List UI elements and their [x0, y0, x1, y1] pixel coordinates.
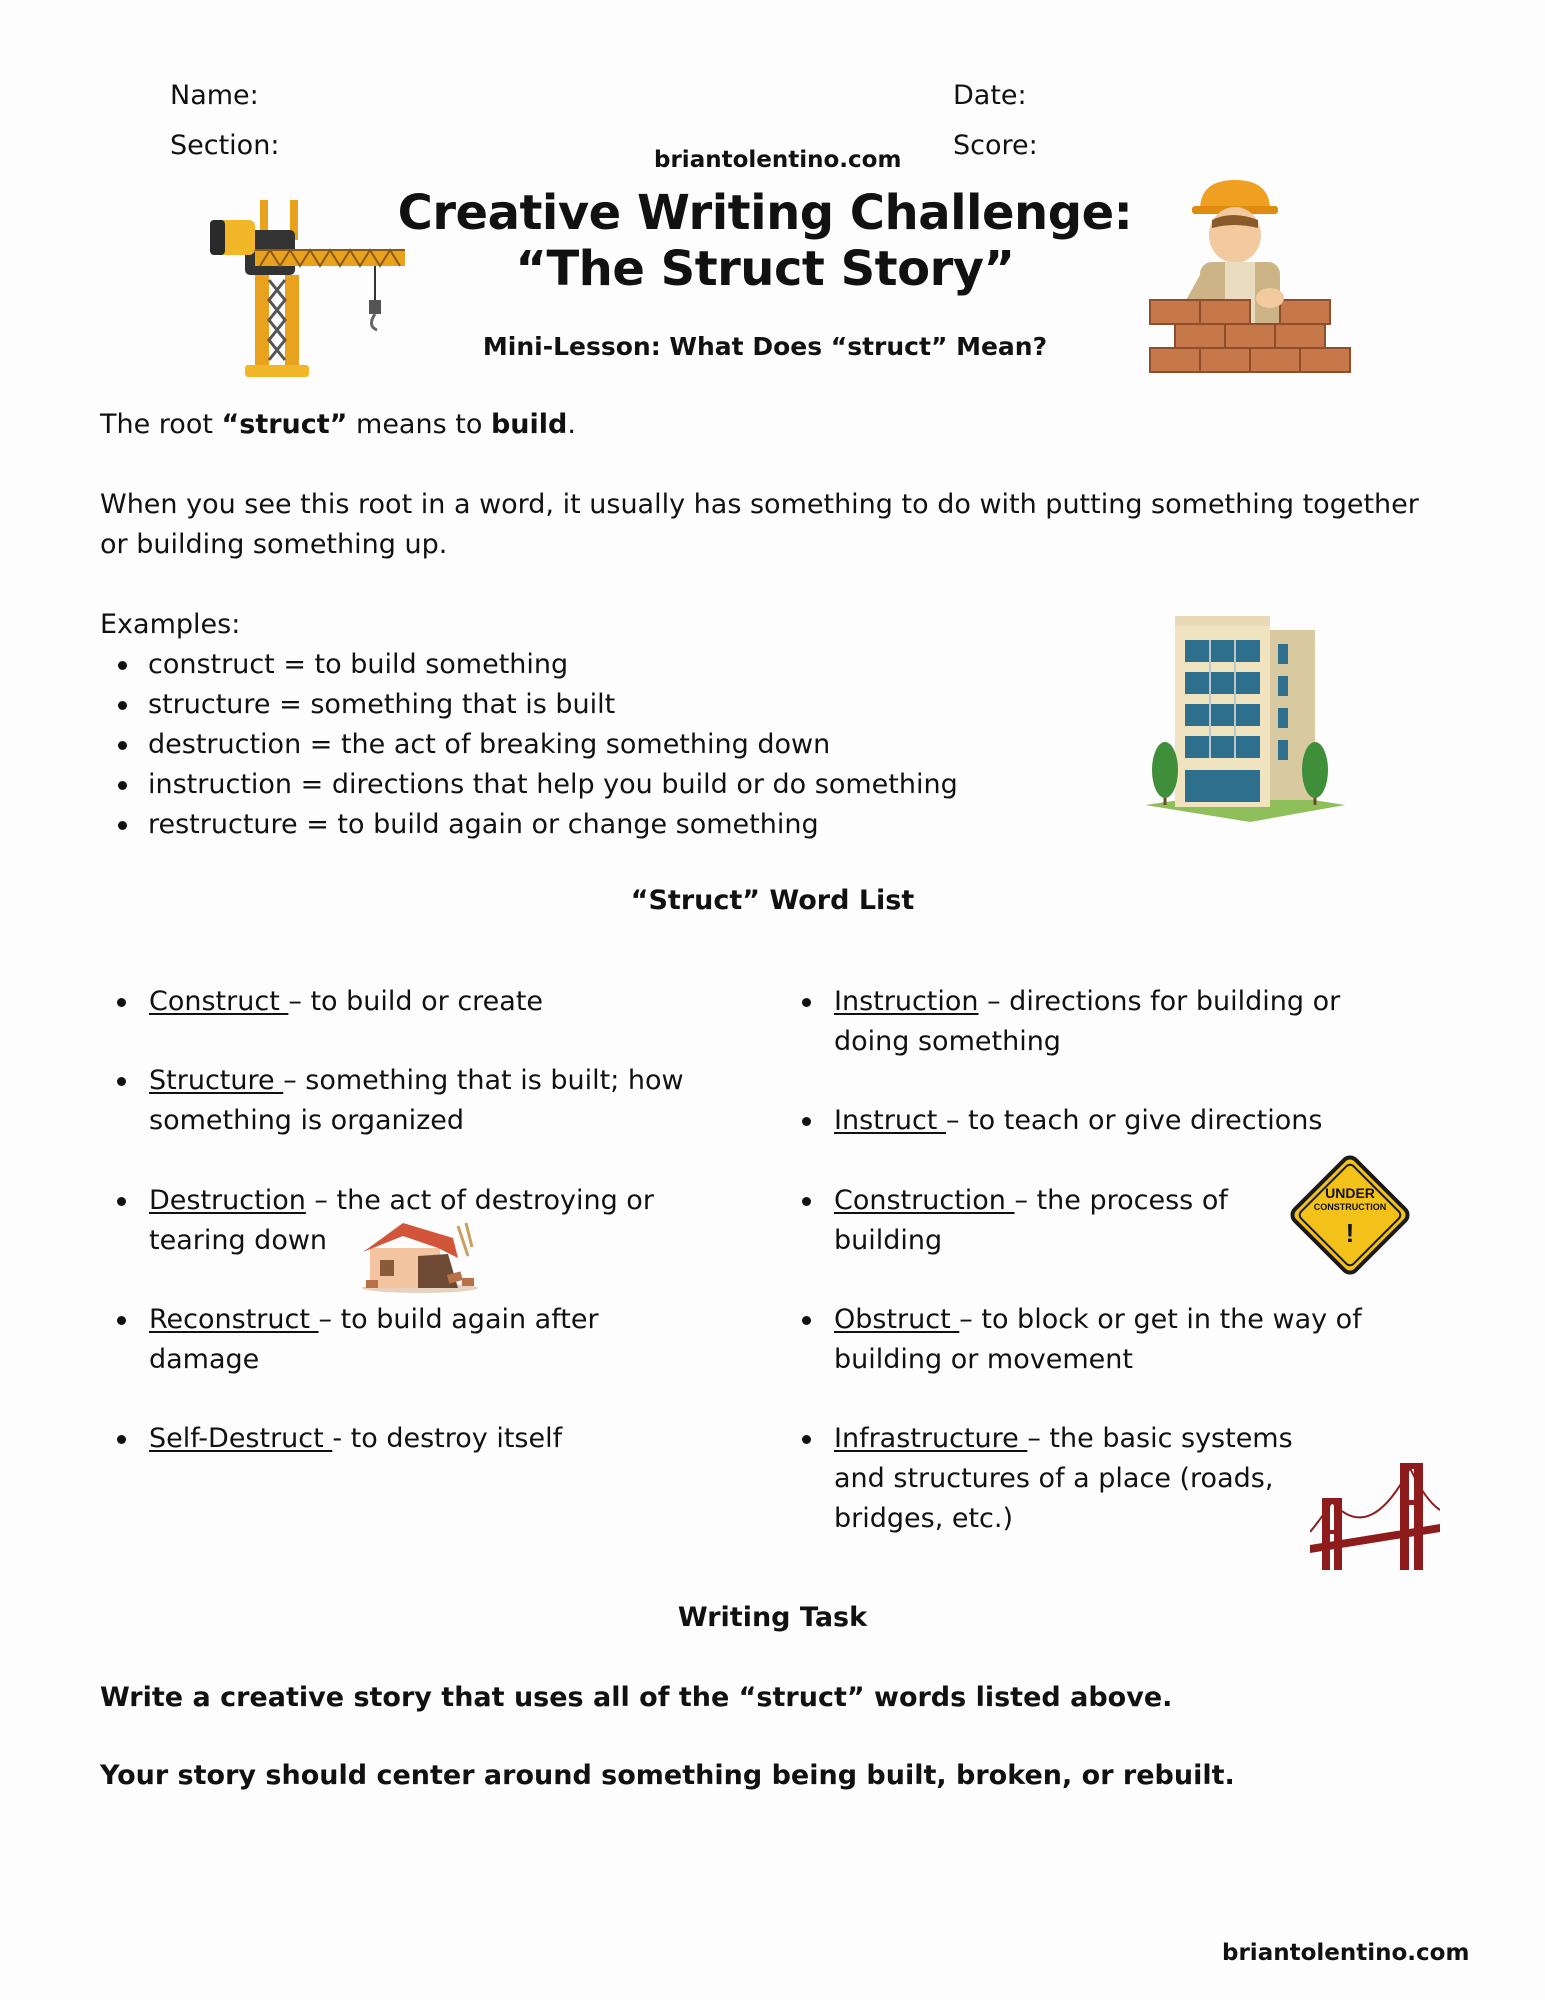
root-definition [100, 405, 576, 445]
site-footer: briantolentino.com [1222, 1940, 1470, 1966]
examples-list [100, 645, 958, 845]
word-item-instruct [834, 1101, 1404, 1141]
definition: – the basic systems and structures of a place (roads, bridges, etc.) [834, 1423, 1293, 1534]
word-item-instruction [834, 982, 1404, 1062]
term: Self-Destruct [149, 1423, 333, 1454]
root-middle: means to [347, 409, 491, 440]
word-item-structure [149, 1061, 709, 1141]
writing-task-line-2: Your story should center around something being built, broken, or rebuilt. [100, 1760, 1235, 1791]
page-title [330, 185, 1200, 297]
bullet [117, 1316, 126, 1325]
sign-line-2: CONSTRUCTION [1313, 1202, 1387, 1212]
bullet [117, 1077, 126, 1086]
example-item: construct = to build something [100, 645, 958, 685]
term: Construct [149, 986, 289, 1017]
title-line-2: “The Struct Story” [515, 241, 1015, 297]
term: Instruct [834, 1105, 946, 1136]
term: Construction [834, 1185, 1015, 1216]
term: Infrastructure [834, 1423, 1028, 1454]
definition: – to build or create [288, 986, 544, 1017]
mini-lesson-subtitle: Mini-Lesson: What Does “struct” Mean? [482, 332, 1048, 361]
definition: - to destroy itself [332, 1423, 563, 1454]
term: Structure [149, 1065, 284, 1096]
score-label: Score: [953, 130, 1038, 161]
writing-task-line-1: Write a creative story that uses all of the “struct” words listed above. [100, 1682, 1173, 1713]
word-item-reconstruct [149, 1300, 709, 1380]
word-item-self-destruct [149, 1419, 709, 1459]
example-item: structure = something that is built [100, 685, 958, 725]
example-item: destruction = the act of breaking something down [100, 725, 958, 765]
worker-icon [1130, 180, 1360, 380]
definition: – something that is built; how something is organized [149, 1065, 684, 1136]
example-item: restructure = to build again or change something [100, 805, 958, 845]
word-item-construct [149, 982, 709, 1022]
definition: – the act of destroying or tearing down [149, 1185, 654, 1256]
writing-task-heading: Writing Task [677, 1602, 868, 1633]
bullet [802, 1316, 811, 1325]
definition: – the process of building [834, 1185, 1228, 1256]
name-label: Name: [170, 80, 259, 111]
section-label: Section: [170, 130, 280, 161]
word-item-obstruct [834, 1300, 1404, 1380]
term: Obstruct [834, 1304, 960, 1335]
under-construction-sign [1285, 1150, 1415, 1280]
site-header: briantolentino.com [654, 147, 902, 173]
definition: – directions for building or doing something [834, 986, 1341, 1057]
definition: – to block or get in the way of building or movement [834, 1304, 1362, 1375]
bullet [117, 1435, 126, 1444]
definition: – to build again after damage [149, 1304, 599, 1375]
root-word: “struct” [221, 409, 348, 440]
term: Reconstruct [149, 1304, 319, 1335]
broken-house-icon [358, 1218, 483, 1293]
building-icon [1140, 610, 1350, 825]
word-list-heading: “Struct” Word List [630, 885, 915, 916]
sign-line-1: UNDER [1325, 1185, 1375, 1201]
examples-label: Examples: [100, 609, 241, 640]
word-item-construction [834, 1181, 1264, 1261]
bullet [802, 1197, 811, 1206]
example-item: instruction = directions that help you build or do something [100, 765, 958, 805]
date-label: Date: [953, 80, 1027, 111]
title-line-1: Creative Writing Challenge: [397, 185, 1133, 241]
root-prefix: The root [100, 409, 222, 440]
word-item-infrastructure [834, 1419, 1314, 1539]
bullet [117, 998, 126, 1007]
bridge-icon [1310, 1460, 1440, 1575]
root-explanation: When you see this root in a word, it usually has something to do with putting something together or building something up. [100, 489, 1419, 560]
sign-mark: ! [1345, 1218, 1355, 1248]
term: Instruction [834, 986, 979, 1017]
bullet [802, 1117, 811, 1126]
root-suffix: . [567, 409, 576, 440]
bullet [802, 1435, 811, 1444]
term: Destruction [149, 1185, 306, 1216]
definition: – to teach or give directions [945, 1105, 1323, 1136]
root-meaning: build [490, 409, 568, 440]
bullet [802, 998, 811, 1007]
bullet [117, 1197, 126, 1206]
